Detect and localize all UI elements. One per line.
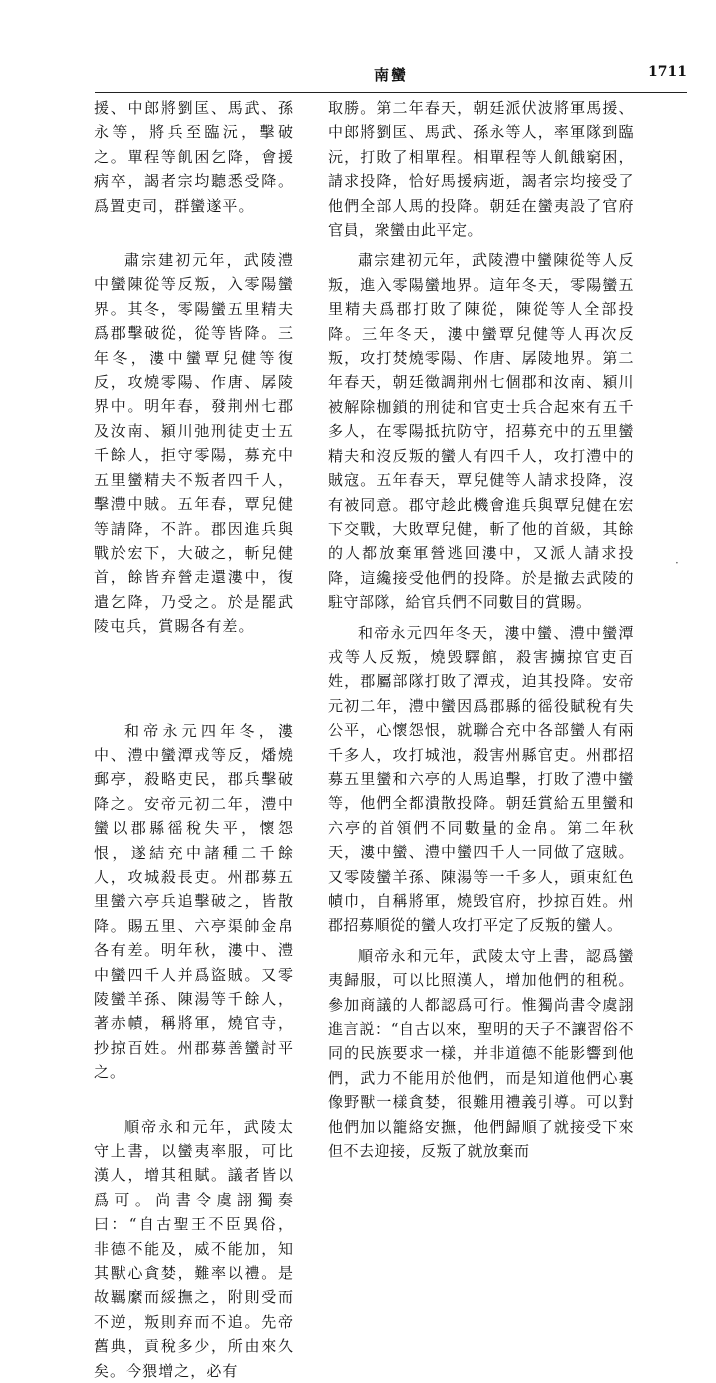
classical-paragraph: 和帝永元四年冬，漊中、澧中蠻潭戎等反，燔燒郵亭，殺略吏民，郡兵擊破降之。安帝元初二年，澧中蠻以郡縣徭稅失平，懷怨恨，遂結充中諸種二千餘人，攻城殺長吏。州郡募五里蠻六亭兵追擊破之，皆散降。賜五里、六亭渠帥金帛各有差。明年秋，漊中、澧中蠻四千人并爲盜賊。又零陵蠻羊孫、陳湯等千餘人，著赤幘，稱將軍，燒官寺，抄掠百姓。州郡募善蠻討平之。 [94,721,294,1082]
page-number: 1711 [648,64,687,80]
margin-mark: · [675,556,679,570]
translation-paragraph: 取勝。第二年春天，朝廷派伏波將軍馬援、中郎將劉匡、馬武、孫永等人，率軍隊到臨沅，打敗了相單程。相單程等人飢餓窮困，請求投降，恰好馬援病逝，謁者宗均接受了他們全部人馬的投降。朝廷在蠻夷設了官府官員，衆蠻由此平定。 [328,99,634,240]
classical-text-column [94,96,294,1383]
translation-paragraph: 和帝永元四年冬天，漊中蠻、澧中蠻潭戎等人反叛，燒毁驛館，殺害擄掠官吏百姓，郡屬部隊打敗了潭戎，迫其投降。安帝元初二年，澧中蠻因爲郡縣的徭役賦稅有失公平，心懷怨恨，就聯合充中各部蠻人有兩千多人，攻打城池，殺害州縣官吏。州郡招募五里蠻和六亭的人馬追擊，打敗了澧中蠻等，他們全都潰散投降。朝廷賞給五里蠻和六亭的首領們不同數量的金帛。第二年秋天，漊中蠻、澧中蠻四千人一同做了寇賊。又零陵蠻羊孫、陳湯等一千多人，頭束紅色幘巾，自稱將軍，燒毁官府，抄掠百姓。州郡招募順從的蠻人攻打平定了反叛的蠻人。 [328,623,634,935]
classical-paragraph: 肅宗建初元年，武陵澧中蠻陳從等反叛，入零陽蠻界。其冬，零陽蠻五里精夫爲郡擊破從，從等皆降。三年冬，漊中蠻覃兒健等復反，攻燒零陽、作唐、孱陵界中。明年春，發荆州七郡及汝南、潁川弛刑徒吏士五千餘人，拒守零陽，募充中五里蠻精夫不叛者四千人，擊澧中賊。五年春，覃兒健等請降，不許。郡因進兵與戰於宏下，大破之，斬兒健首，餘皆弃營走還漊中，復遣乞降，乃受之。於是罷武陵屯兵，賞賜各有差。 [94,251,294,636]
classical-paragraph: 援、中郎將劉匡、馬武、孫永等，將兵至臨沅，擊破之。單程等飢困乞降，會援病卒，謁者宗均聽悉受降。爲置吏司，群蠻遂平。 [94,99,294,215]
translation-text-column [328,96,634,1163]
translation-paragraph: 順帝永和元年，武陵太守上書，認爲蠻夷歸服，可以比照漢人，增加他們的租税。參加商議的人都認爲可行。惟獨尚書令虞詡進言説：“自古以來，聖明的天子不讓習俗不同的民族要求一樣，并非道德不能影響到他們，武力不能用於他們，而是知道他們心裏像野獸一樣貪婪，很難用禮義引導。可以對他們加以籠絡安撫，他們歸順了就接受下來但不去迎接，反叛了就放棄而 [328,946,634,1161]
page-title: 南蠻 [373,66,408,84]
classical-paragraph: 順帝永和元年，武陵太守上書，以蠻夷率服，可比漢人，增其租賦。議者皆以爲可。尚書令虞詡獨奏曰：“自古聖王不臣異俗，非德不能及，威不能加，知其獸心貪婪，難率以禮。是故羈縻而綏撫之，附則受而不逆，叛則弃而不追。先帝舊典，貢稅多少，所由來久矣。今猥增之，必有 [94,1117,294,1380]
header-rule [95,92,687,93]
page-header [95,64,687,90]
translation-paragraph: 肅宗建初元年，武陵澧中蠻陳從等人反叛，進入零陽蠻地界。這年冬天，零陽蠻五里精夫爲郡打敗了陳從，陳從等人全部投降。三年冬天，漊中蠻覃兒健等人再次反叛，攻打焚燒零陽、作唐、孱陵地界。第二年春天，朝廷徵調荆州七個郡和汝南、潁川被解除枷鎖的刑徒和官吏士兵合起來有五千多人，在零陽抵抗防守，招募充中的五里蠻精夫和沒反叛的蠻人有四千人，攻打澧中的賊寇。五年春天，覃兒健等人請求投降，沒有被同意。郡守趁此機會進兵與覃兒健在宏下交戰，大敗覃兒健，斬了他的首級，其餘的人都放棄軍營逃回漊中，又派人請求投降，這纔接受他們的投降。於是撤去武陵的駐守部隊，給官兵們不同數目的賞賜。 [328,251,634,612]
